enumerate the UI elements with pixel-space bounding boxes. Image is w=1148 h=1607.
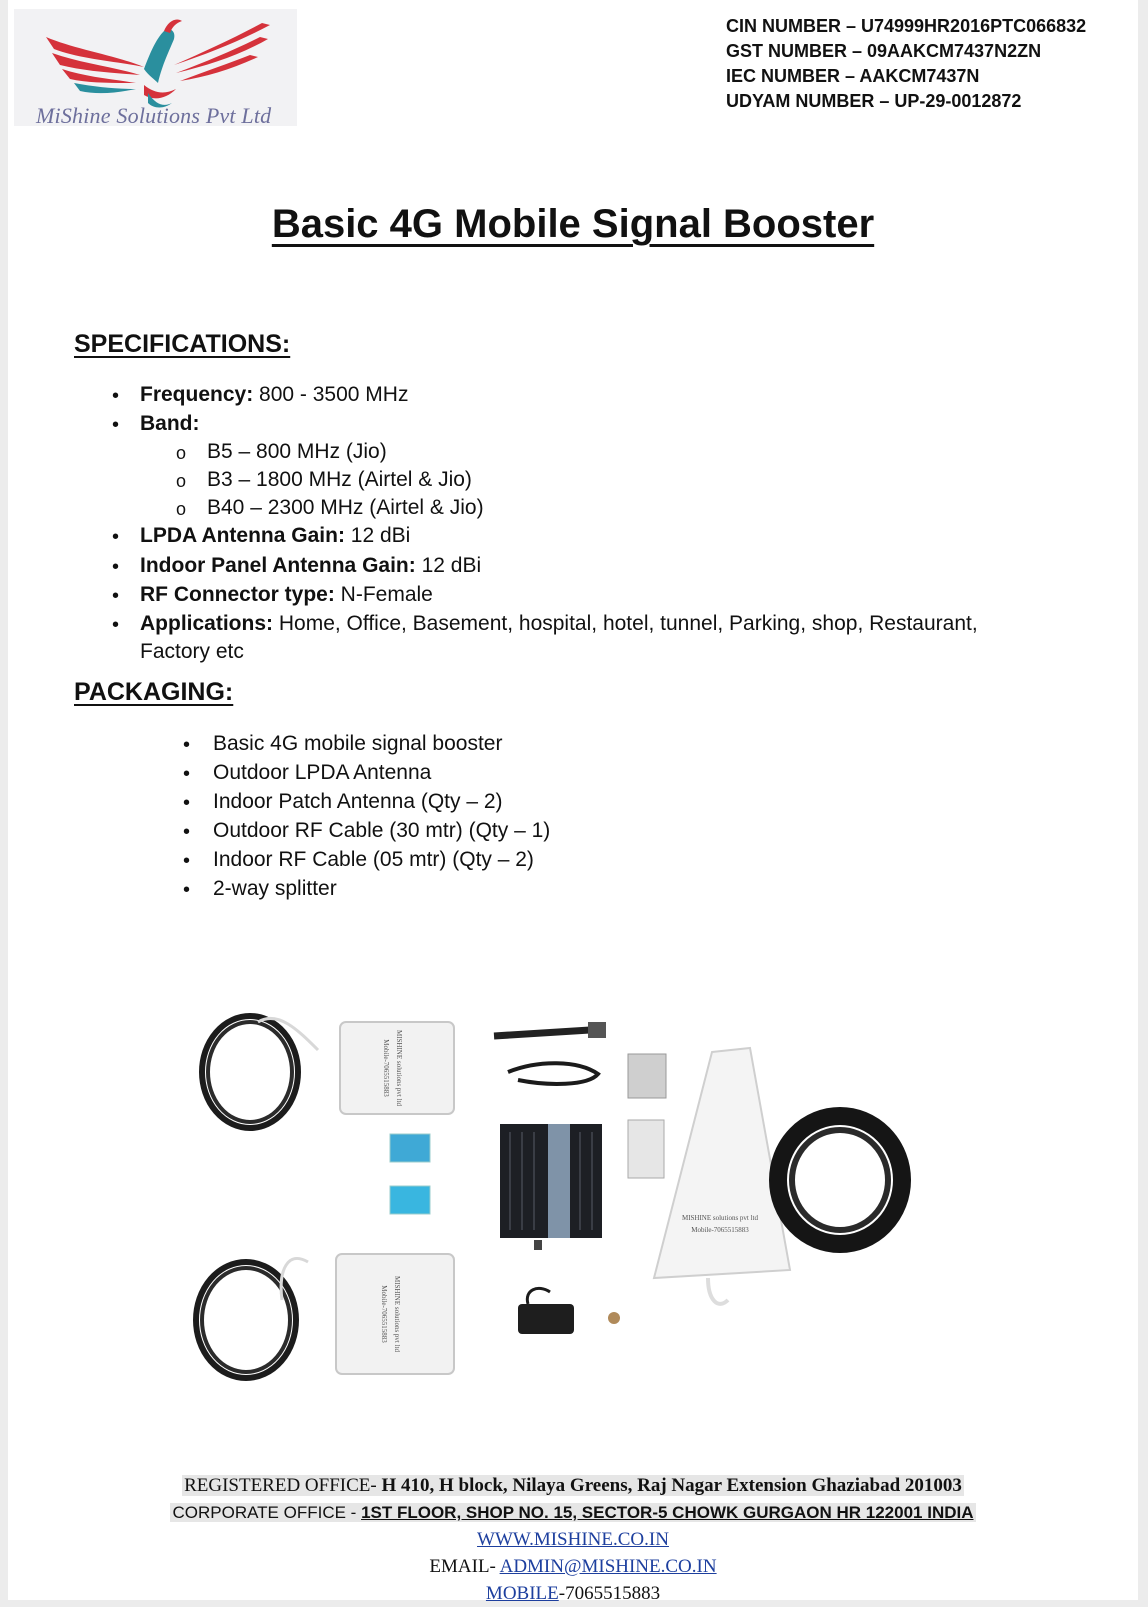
bullet-icon: • — [183, 821, 191, 843]
connector-packet-icon — [390, 1134, 430, 1162]
mobile-label[interactable]: MOBILE — [485, 1583, 559, 1604]
spec-indoor-gain-value: 12 dBi — [415, 554, 482, 577]
outdoor-cable-coil-icon — [778, 1116, 902, 1244]
footer — [8, 1472, 1138, 1607]
udyam-number: UDYAM NUMBER – UP-29-0012872 — [726, 91, 1022, 111]
mobile-line — [8, 1580, 1138, 1607]
spec-applications-label: Applications: — [140, 612, 274, 635]
indoor-patch-antenna-icon — [336, 1254, 454, 1374]
packaging-item: Outdoor LPDA Antenna — [213, 761, 432, 784]
sub-bullet-icon: o — [176, 443, 187, 463]
power-adapter-icon — [518, 1288, 574, 1334]
bullet-icon: • — [112, 385, 120, 407]
packaging-item: Indoor RF Cable (05 mtr) (Qty – 2) — [213, 848, 534, 871]
bullet-icon: • — [183, 850, 191, 872]
logo-company-name: MiShine Solutions Pvt Ltd — [36, 103, 272, 128]
registration-numbers — [726, 14, 1086, 114]
power-cable-icon — [508, 1063, 598, 1084]
bullet-icon: • — [112, 556, 120, 578]
product-kit-photo — [188, 1000, 928, 1420]
patch-brand-text: MISHINE solutions pvt ltd — [393, 1275, 401, 1353]
spec-frequency-value: 800 - 3500 MHz — [253, 383, 409, 406]
corporate-office — [170, 1503, 975, 1522]
sub-bullet-icon: o — [176, 499, 187, 519]
lpda-brand-text: MISHINE solutions pvt ltd — [681, 1214, 759, 1222]
indoor-patch-antenna-icon — [340, 1022, 454, 1114]
corporate-office-label: CORPORATE OFFICE - — [172, 1503, 362, 1522]
spec-band — [140, 412, 200, 436]
registered-office — [182, 1475, 964, 1496]
spec-rf-connector — [140, 583, 433, 607]
spec-lpda-gain-value: 12 dBi — [344, 524, 411, 547]
registered-office-label: REGISTERED OFFICE- — [184, 1475, 382, 1496]
email-line — [8, 1553, 1138, 1580]
bullet-icon: • — [112, 414, 120, 436]
packaging-item: Indoor Patch Antenna (Qty – 2) — [213, 790, 503, 813]
spec-rf-connector-value: N-Female — [334, 583, 433, 606]
corporate-office-address: 1ST FLOOR, SHOP NO. 15, SECTOR-5 CHOWK GURGAON HR 122001 INDIA — [361, 1503, 974, 1522]
bullet-icon: • — [112, 526, 120, 548]
indoor-cable-coil-icon — [202, 1016, 318, 1128]
bullet-icon: • — [112, 614, 120, 636]
website-link[interactable]: WWW.MISHINE.CO.IN — [477, 1529, 669, 1550]
connector-icon — [608, 1312, 620, 1324]
spec-applications-cont: Factory etc — [140, 640, 244, 663]
mounting-bracket-icon — [628, 1054, 666, 1098]
cin-number: CIN NUMBER – U74999HR2016PTC066832 — [726, 16, 1087, 36]
lpda-mobile-text: Mobile-7065515883 — [691, 1226, 749, 1234]
splitter-icon — [494, 1022, 606, 1038]
bullet-icon: • — [183, 879, 191, 901]
gst-number: GST NUMBER – 09AAKCM7437N2ZN — [726, 41, 1042, 61]
spec-rf-connector-label: RF Connector type: — [140, 583, 335, 606]
email-label: EMAIL- — [429, 1556, 500, 1577]
specifications-heading: SPECIFICATIONS: — [74, 330, 291, 358]
hardware-bag-icon — [628, 1120, 664, 1178]
packaging-item: 2-way splitter — [213, 877, 337, 900]
document-title-row — [8, 202, 1138, 247]
band-item: B3 – 1800 MHz (Airtel & Jio) — [207, 468, 472, 491]
band-item: B5 – 800 MHz (Jio) — [207, 440, 387, 463]
spec-indoor-gain — [140, 554, 481, 578]
patch-brand-text: MISHINE solutions pvt ltd — [395, 1029, 403, 1107]
bullet-icon: • — [183, 734, 191, 756]
band-item: B40 – 2300 MHz (Airtel & Jio) — [207, 496, 484, 519]
packaging-item: Outdoor RF Cable (30 mtr) (Qty – 1) — [213, 819, 551, 842]
indoor-cable-coil-icon — [196, 1258, 308, 1378]
spec-applications — [140, 612, 978, 636]
spec-band-label: Band: — [140, 412, 200, 435]
patch-mobile-text: Mobile-7065515883 — [380, 1285, 388, 1343]
iec-number: IEC NUMBER – AAKCM7437N — [726, 66, 980, 86]
company-logo — [14, 9, 297, 126]
bullet-icon: • — [183, 763, 191, 785]
spec-lpda-gain-label: LPDA Antenna Gain: — [140, 524, 345, 547]
packaging-heading: PACKAGING: — [74, 678, 234, 706]
bullet-icon: • — [183, 792, 191, 814]
mobile-number: -7065515883 — [558, 1583, 661, 1604]
document-page — [8, 0, 1138, 1604]
signal-booster-unit-icon — [500, 1124, 602, 1250]
registered-office-line — [8, 1472, 1138, 1499]
registered-office-address: H 410, H block, Nilaya Greens, Raj Nagar Extension Ghaziabad 201003 — [381, 1475, 962, 1496]
sub-bullet-icon: o — [176, 471, 187, 491]
email-link[interactable]: ADMIN@MISHINE.CO.IN — [499, 1556, 717, 1577]
document-title: Basic 4G Mobile Signal Booster — [271, 202, 875, 246]
connector-packet-icon — [390, 1186, 430, 1214]
spec-lpda-gain — [140, 524, 410, 548]
patch-mobile-text: Mobile-7065515883 — [382, 1039, 390, 1097]
packaging-item: Basic 4G mobile signal booster — [213, 732, 503, 755]
spec-frequency-label: Frequency: — [140, 383, 254, 406]
spec-indoor-gain-label: Indoor Panel Antenna Gain: — [140, 554, 416, 577]
bullet-icon: • — [112, 585, 120, 607]
corporate-office-line — [8, 1499, 1138, 1526]
spec-frequency — [140, 383, 408, 407]
website-line — [8, 1526, 1138, 1553]
spec-applications-value: Home, Office, Basement, hospital, hotel, tunnel, Parking, shop, Restaurant, — [273, 612, 978, 635]
